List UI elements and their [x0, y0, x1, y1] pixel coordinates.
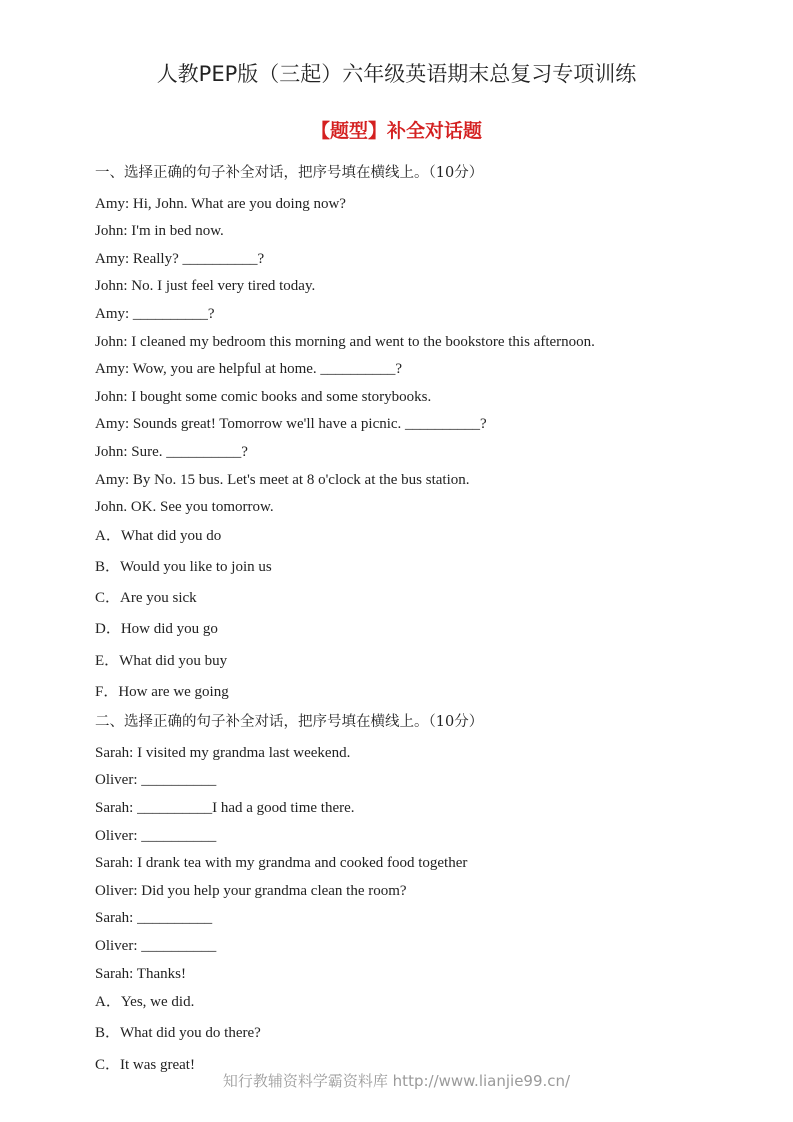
dialogue-line: Amy: Wow, you are helpful at home. __________? [95, 361, 403, 377]
dialogue-line: John: I cleaned my bedroom this morning and went to the bookstore this afternoon. [95, 334, 595, 350]
dialogue-line: Oliver: __________ [95, 828, 217, 844]
page-subtitle: 【题型】补全对话题 [310, 120, 482, 142]
option-item: A．Yes, we did. [95, 994, 195, 1010]
option-item: B．Would you like to join us [95, 559, 272, 575]
page-title: 人教PEP版（三起）六年级英语期末总复习专项训练 [156, 62, 637, 86]
option-item: F．How are we going [95, 684, 229, 700]
dialogue-line: Sarah: __________ [95, 910, 213, 926]
dialogue-line: Amy: By No. 15 bus. Let's meet at 8 o'clock at the bus station. [95, 472, 470, 488]
dialogue-line: Oliver: __________ [95, 772, 217, 788]
option-item: B．What did you do there? [95, 1025, 261, 1041]
option-item: C．It was great! [95, 1057, 195, 1073]
dialogue-line: Sarah: Thanks! [95, 966, 186, 982]
option-item: D．How did you go [95, 621, 218, 637]
dialogue-line: Amy: Really? __________? [95, 251, 265, 267]
dialogue-line: Amy: Sounds great! Tomorrow we'll have a picnic. __________? [95, 416, 487, 432]
dialogue-line: Sarah: I visited my grandma last weekend. [95, 745, 351, 761]
section-heading-2: 二、选择正确的句子补全对话，把序号填在横线上。（10分） [95, 714, 484, 730]
section-heading-1: 一、选择正确的句子补全对话，把序号填在横线上。（10分） [95, 165, 484, 181]
dialogue-line: Sarah: I drank tea with my grandma and cooked food together [95, 855, 468, 871]
dialogue-line: Sarah: __________I had a good time there. [95, 800, 355, 816]
option-item: A．What did you do [95, 528, 222, 544]
dialogue-line: John: Sure. __________? [95, 444, 248, 460]
option-item: E．What did you buy [95, 653, 228, 669]
dialogue-line: John. OK. See you tomorrow. [95, 499, 274, 515]
dialogue-line: John: No. I just feel very tired today. [95, 278, 316, 294]
dialogue-line: John: I'm in bed now. [95, 223, 224, 239]
option-item: C．Are you sick [95, 590, 197, 606]
dialogue-line: Amy: __________? [95, 306, 215, 322]
dialogue-line: John: I bought some comic books and some storybooks. [95, 389, 432, 405]
dialogue-line: Oliver: Did you help your grandma clean the room? [95, 883, 407, 899]
dialogue-line: Oliver: __________ [95, 938, 217, 954]
watermark-footer: 知行教辅资料学霸资料库 http://www.lianjie99.cn/ [222, 1072, 571, 1090]
dialogue-line: Amy: Hi, John. What are you doing now? [95, 196, 346, 212]
